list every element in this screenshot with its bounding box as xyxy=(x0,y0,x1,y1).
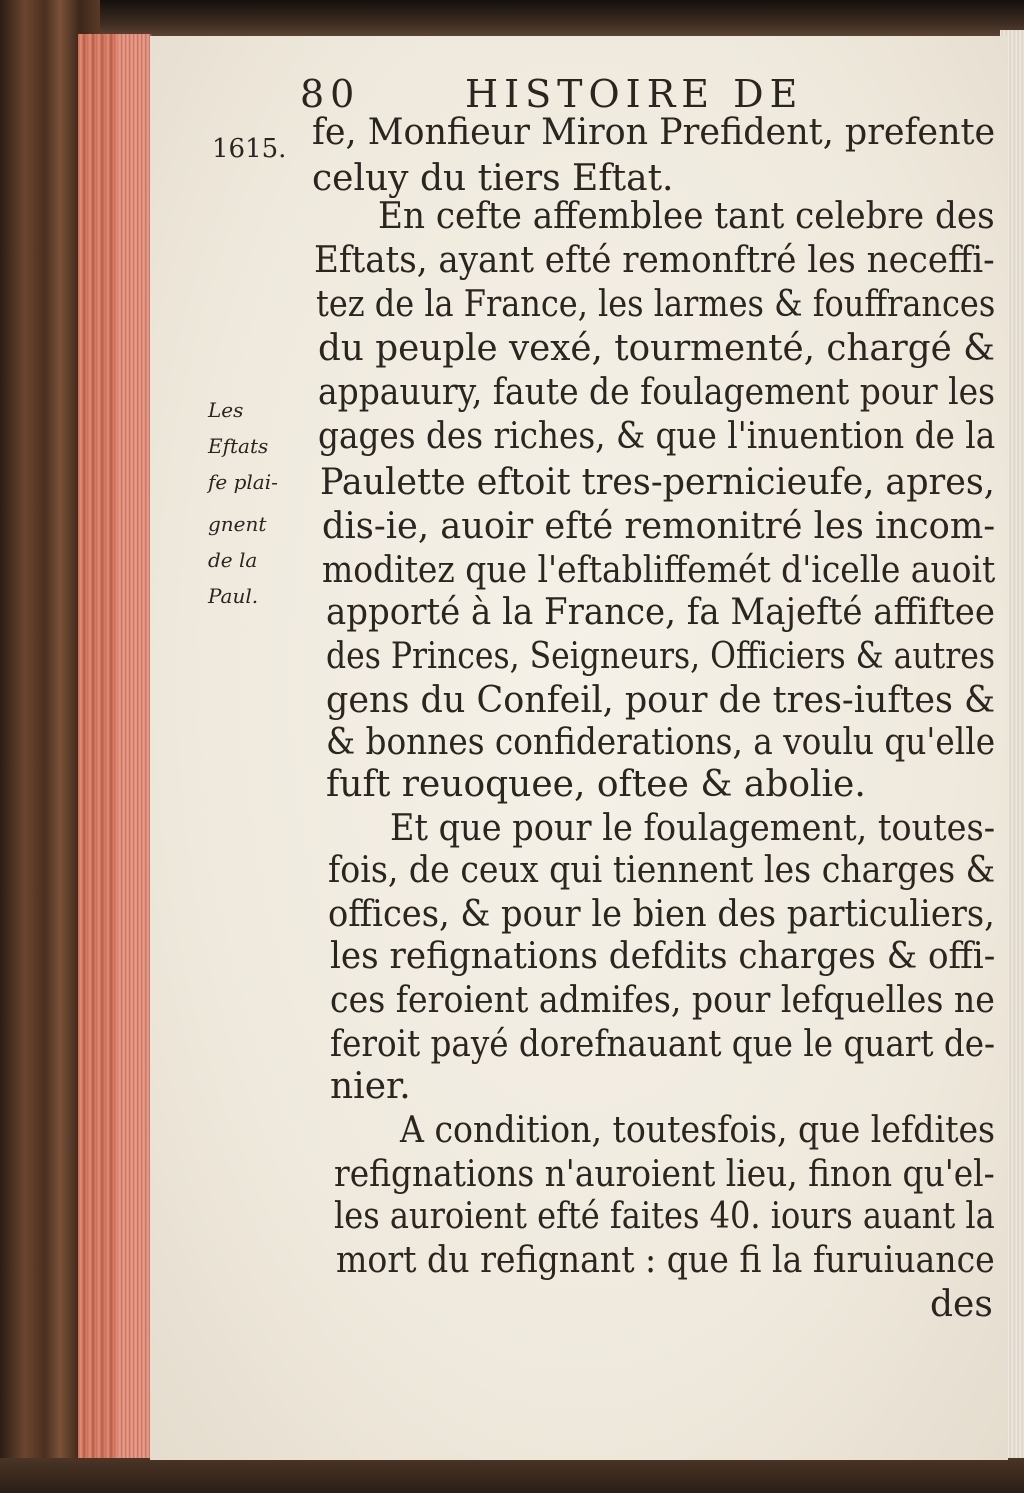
margin-note-line: gnent xyxy=(208,512,267,536)
body-line: gages des riches, & que l'inuention de la xyxy=(318,416,996,457)
body-line: offices, & pour le bien des particuliers, xyxy=(328,894,995,935)
margin-note-line: Paul. xyxy=(208,584,259,608)
body-line: refignations n'auroient lieu, finon qu'el- xyxy=(334,1154,995,1195)
margin-note-line: Les xyxy=(208,398,244,422)
margin-note-line: Eftats xyxy=(208,434,269,458)
body-line: nier. xyxy=(330,1066,411,1107)
body-line: fe, Monfieur Miron Prefident, prefente xyxy=(312,112,996,153)
margin-note-line: fe plai- xyxy=(208,470,278,494)
book-cover-bottom xyxy=(0,1458,1024,1493)
margin-note-line: de la xyxy=(208,548,258,572)
body-line: mort du refignant : que fi la furuiuance xyxy=(336,1240,995,1281)
body-line: gens du Confeil, pour de tres-iuftes & xyxy=(326,680,996,721)
body-line: Eftats, ayant efté remonftré les neceffi- xyxy=(314,240,995,281)
body-line: ces feroient admifes, pour lefquelles ne xyxy=(330,980,995,1021)
body-line: En cefte affemblee tant celebre des xyxy=(378,196,995,237)
body-line: des Princes, Seigneurs, Officiers & autres xyxy=(326,636,995,677)
body-line: appauury, faute de foulagement pour les xyxy=(318,372,996,413)
body-line: du peuple vexé, tourmenté, chargé & xyxy=(318,328,995,369)
body-line: & bonnes confiderations, a voulu qu'elle xyxy=(326,722,996,763)
body-line: feroit payé dorefnauant que le quart de- xyxy=(330,1024,996,1065)
running-title: HISTOIRE DE xyxy=(465,72,804,116)
body-line: les refignations defdits charges & offi- xyxy=(330,936,996,977)
body-line: apporté à la France, fa Majefté affiftee xyxy=(326,592,996,633)
body-line: fois, de ceux qui tiennent les charges & xyxy=(328,850,996,891)
red-page-edges-inner xyxy=(118,34,150,1464)
body-line: les auroient efté faites 40. iours auant la xyxy=(334,1196,995,1237)
page-number: 80 xyxy=(300,72,361,116)
body-line: tez de la France, les larmes & fouffrances xyxy=(316,284,996,325)
margin-year: 1615. xyxy=(212,134,287,164)
body-line: celuy du tiers Eftat. xyxy=(312,158,674,199)
book-cover-top xyxy=(0,0,1024,36)
body-line: Paulette eftoit tres-pernicieufe, apres, xyxy=(320,462,995,503)
body-line: fuft reuoquee, oftee & abolie. xyxy=(326,764,866,805)
catchword: des xyxy=(930,1284,993,1325)
body-line: dis-ie, auoir efté remonitré les incom- xyxy=(322,506,996,547)
body-line: moditez que l'eftabliffemét d'icelle auoit xyxy=(322,550,996,591)
body-line: Et que pour le foulagement, toutes- xyxy=(390,808,996,849)
body-line: A condition, toutesfois, que lefdites xyxy=(400,1110,996,1151)
